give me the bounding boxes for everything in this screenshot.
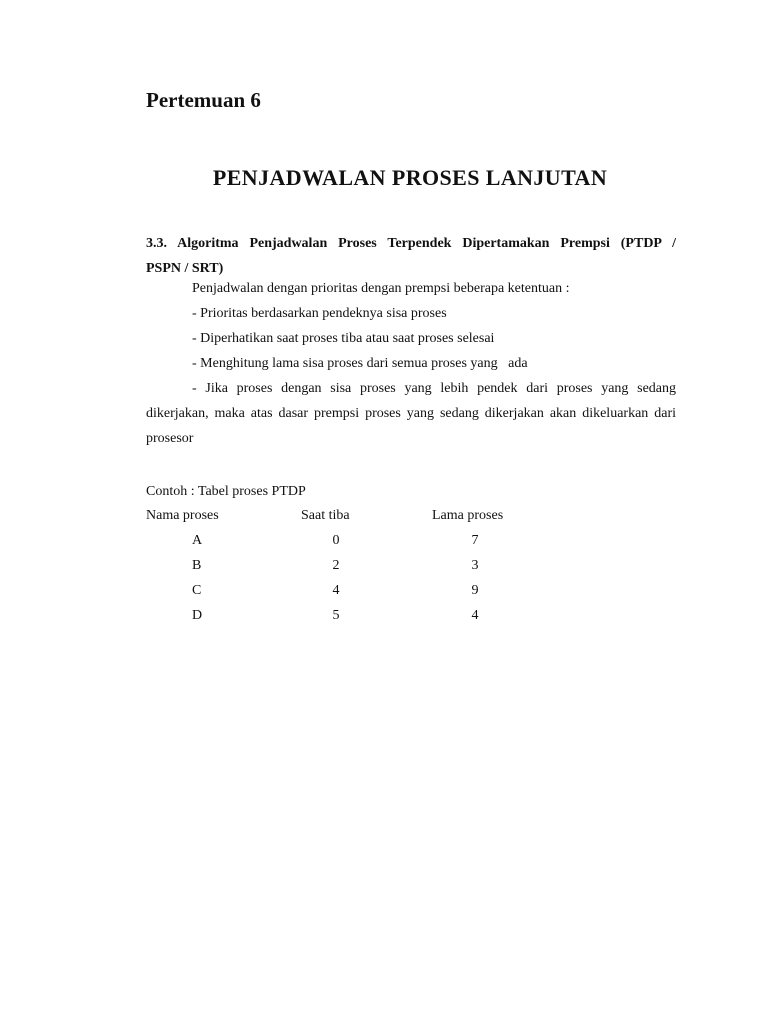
process-table	[146, 503, 566, 628]
page-title: PENJADWALAN PROSES LANJUTAN	[212, 165, 608, 190]
table-row	[146, 553, 566, 578]
process-name: C	[192, 583, 202, 598]
table-header-duration: Lama proses	[432, 508, 504, 523]
example-label: Contoh : Tabel proses PTDP	[146, 484, 306, 499]
process-duration: 4	[471, 608, 479, 623]
table-row	[146, 528, 566, 553]
process-name: D	[192, 608, 203, 623]
table-header-name: Nama proses	[146, 508, 219, 523]
intro-paragraph: Penjadwalan dengan prioritas dengan prempsi beberapa ketentuan :	[192, 281, 570, 296]
arrival-time: 4	[332, 583, 340, 598]
rule-2: - Diperhatikan saat proses tiba atau saat proses selesai	[192, 331, 495, 346]
table-header-arrival: Saat tiba	[301, 508, 350, 523]
meeting-heading: Pertemuan 6	[146, 88, 261, 112]
arrival-time: 0	[332, 533, 340, 548]
rule-3: - Menghitung lama sisa proses dari semua proses yang ada	[192, 356, 528, 371]
rule-4: - Jika proses dengan sisa proses yang lebih pendek dari proses yang sedang dikerjakan, maka atas dasar prempsi proses yang sedang dikerjakan akan dikeluarkan dari prosesor	[146, 381, 676, 446]
arrival-time: 5	[332, 608, 340, 623]
section-heading-line-2: PSPN / SRT)	[146, 261, 224, 276]
process-duration: 9	[471, 583, 479, 598]
rule-1: - Prioritas berdasarkan pendeknya sisa proses	[192, 306, 447, 321]
body-text	[146, 276, 676, 451]
section-heading	[146, 231, 676, 281]
process-name: B	[192, 558, 202, 573]
table-header-row	[146, 503, 566, 528]
table-row	[146, 578, 566, 603]
table-row	[146, 603, 566, 628]
process-name: A	[192, 533, 203, 548]
process-duration: 7	[471, 533, 479, 548]
process-duration: 3	[471, 558, 479, 573]
arrival-time: 2	[332, 558, 340, 573]
section-heading-line-1: 3.3. Algoritma Penjadwalan Proses Terpendek Dipertamakan Prempsi (PTDP /	[146, 236, 676, 251]
